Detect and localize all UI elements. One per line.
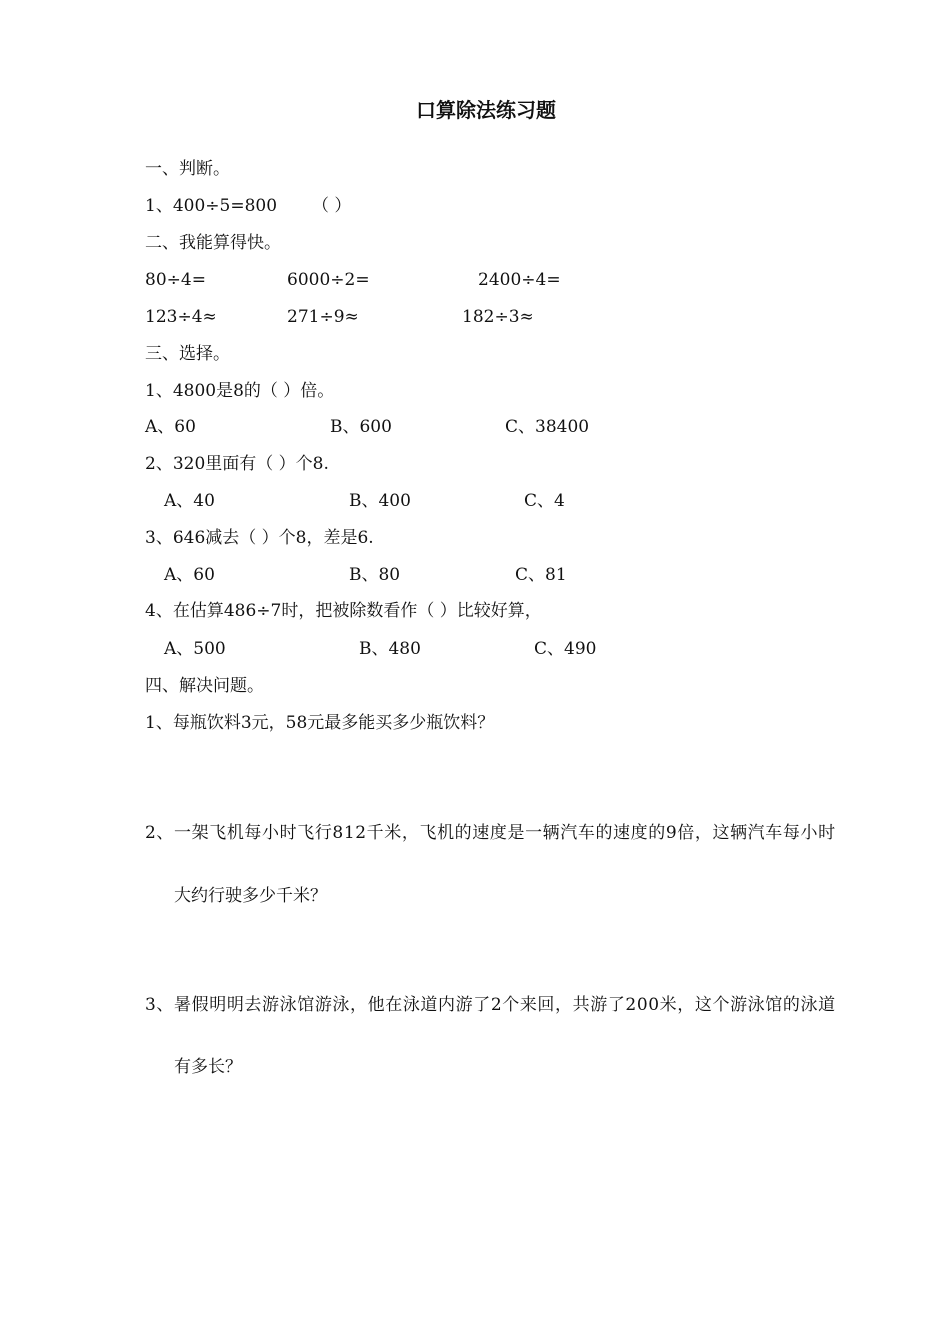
section-judge-heading: 一、判断。: [145, 159, 230, 179]
choice-question-2: 2、320里面有（ ）个8.: [145, 454, 329, 474]
page-title: 口算除法练习题: [416, 98, 556, 122]
choice-option: A、60: [164, 565, 215, 585]
word-problem-1: 1、每瓶饮料3元，58元最多能买多少瓶饮料？: [145, 713, 495, 733]
word-problem-3: 3、暑假明明去游泳馆游泳，他在泳道内游了2个来回，共游了200米，这个游泳馆的泳道: [145, 995, 836, 1015]
judge-question-1: 1、400÷5=800: [145, 196, 278, 216]
choice-option: C、38400: [505, 417, 590, 437]
calc-item: 182÷3≈: [462, 307, 534, 327]
judge-answer-paren: （ ）: [312, 196, 352, 216]
choice-option: C、490: [534, 639, 597, 659]
word-problem-2: 2、一架飞机每小时飞行812千米，飞机的速度是一辆汽车的速度的9倍，这辆汽车每小时: [145, 823, 836, 843]
choice-option: A、40: [164, 491, 215, 511]
section-quick-calc-heading: 二、我能算得快。: [145, 233, 281, 253]
choice-option: B、600: [330, 417, 392, 437]
word-problem-2-continued: 大约行驶多少千米？: [174, 886, 327, 906]
calc-item: 2400÷4=: [478, 270, 561, 290]
word-problem-3-continued: 有多长？: [174, 1057, 242, 1077]
choice-option: A、500: [164, 639, 226, 659]
choice-question-4: 4、在估算486÷7时，把被除数看作（ ）比较好算，: [145, 601, 542, 621]
choice-option: B、480: [359, 639, 421, 659]
calc-item: 123÷4≈: [145, 307, 217, 327]
choice-question-3: 3、646减去（ ）个8，差是6.: [145, 528, 374, 548]
calc-item: 271÷9≈: [287, 307, 359, 327]
calc-item: 80÷4=: [145, 270, 206, 290]
choice-option: C、4: [524, 491, 565, 511]
choice-option: B、80: [349, 565, 401, 585]
calc-item: 6000÷2=: [287, 270, 370, 290]
choice-option: A、60: [145, 417, 196, 437]
choice-option: C、81: [515, 565, 567, 585]
choice-question-1: 1、4800是8的（ ）倍。: [145, 381, 335, 401]
section-choice-heading: 三、选择。: [145, 344, 230, 364]
choice-option: B、400: [349, 491, 411, 511]
section-solve-heading: 四、解决问题。: [145, 676, 264, 696]
